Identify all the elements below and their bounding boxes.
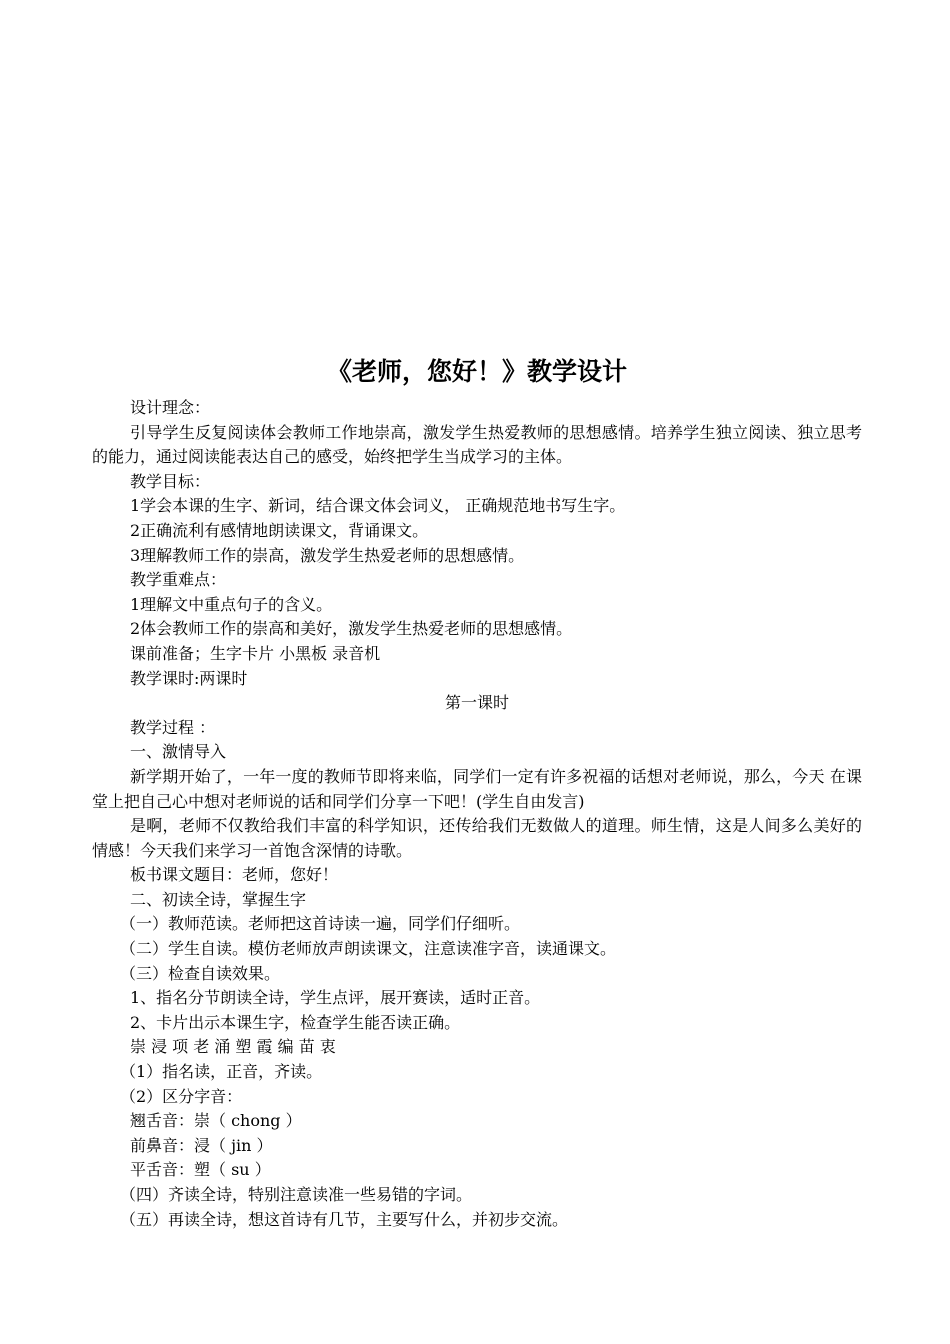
text-line: （1）指名读，正音，齐读。 — [120, 1062, 323, 1082]
section-label: 教学重难点： — [130, 570, 227, 590]
section-label: 教学目标： — [130, 471, 211, 491]
pinyin-line: 翘舌音：崇（ chong ） — [130, 1111, 302, 1131]
pinyin-line: 前鼻音：浸（ jin ） — [130, 1135, 273, 1155]
text-line: 教学课时:两课时 — [130, 668, 248, 688]
text-line: （2）区分字音： — [120, 1086, 243, 1106]
document-body — [92, 352, 862, 1232]
section-label: 设计理念： — [130, 398, 211, 417]
text-line: 板书课文题目：老师，您好！ — [130, 865, 339, 885]
lesson-heading: 第一课时 — [444, 693, 509, 713]
paragraph-intro-2: 是啊，老师不仅教给我们丰富的科学知识，还传给我们无数做人的道理。师生情，这是人间多么美好的情感！今天我们来学习一首饱含深情的诗歌。 — [92, 816, 862, 860]
document-title: 《老师，您好！》教学设计 — [326, 357, 627, 386]
section-heading: 二、初读全诗，掌握生字 — [130, 889, 307, 909]
text-line: 2体会教师工作的崇高和美好，激发学生热爱老师的思想感情。 — [130, 619, 573, 639]
character-list: 崇 浸 项 老 涌 塑 霞 编 苗 衷 — [130, 1037, 336, 1057]
text-line: （三）检查自读效果。 — [120, 963, 281, 983]
text-line: 3理解教师工作的崇高，激发学生热爱老师的思想感情。 — [130, 545, 525, 565]
section-heading: 一、激情导入 — [130, 742, 227, 762]
text-line: 2正确流利有感情地朗读课文，背诵课文。 — [130, 520, 429, 540]
text-line: （五）再读全诗，想这首诗有几节，主要写什么，并初步交流。 — [120, 1209, 569, 1229]
paragraph-intro: 新学期开始了，一年一度的教师节即将来临，同学们一定有许多祝福的话想对老师说，那么，今天 在课堂上把自己心中想对老师说的话和同学们分享一下吧！(学生自由发言) — [92, 766, 862, 811]
text-line: 1理解文中重点句子的含义。 — [130, 594, 333, 614]
text-line: （二）学生自读。模仿老师放声朗读课文，注意读准字音，读通课文。 — [120, 939, 617, 959]
text-line: 2、卡片出示本课生字，检查学生能否读正确。 — [130, 1012, 461, 1032]
text-line: 1、指名分节朗读全诗，学生点评，展开赛读，适时正音。 — [130, 988, 541, 1008]
text-line: （一）教师范读。老师把这首诗读一遍，同学们仔细听。 — [120, 914, 521, 934]
text-line: 1学会本课的生字、新词，结合课文体会词义， 正确规范地书写生字。 — [130, 496, 626, 516]
text-line: 课前准备；生字卡片 小黑板 录音机 — [130, 643, 381, 663]
section-label: 教学过程 ： — [130, 717, 216, 737]
paragraph-design-concept: 引导学生反复阅读体会教师工作地崇高，激发学生热爱教师的思想感情。培养学生独立阅读、独立思考的能力，通过阅读能表达自己的感受，始终把学生当成学习的主体。 — [92, 422, 862, 467]
text-line: （四）齐读全诗，特别注意读准一些易错的字词。 — [120, 1185, 473, 1204]
pinyin-line: 平舌音：塑（ su ） — [130, 1160, 271, 1180]
